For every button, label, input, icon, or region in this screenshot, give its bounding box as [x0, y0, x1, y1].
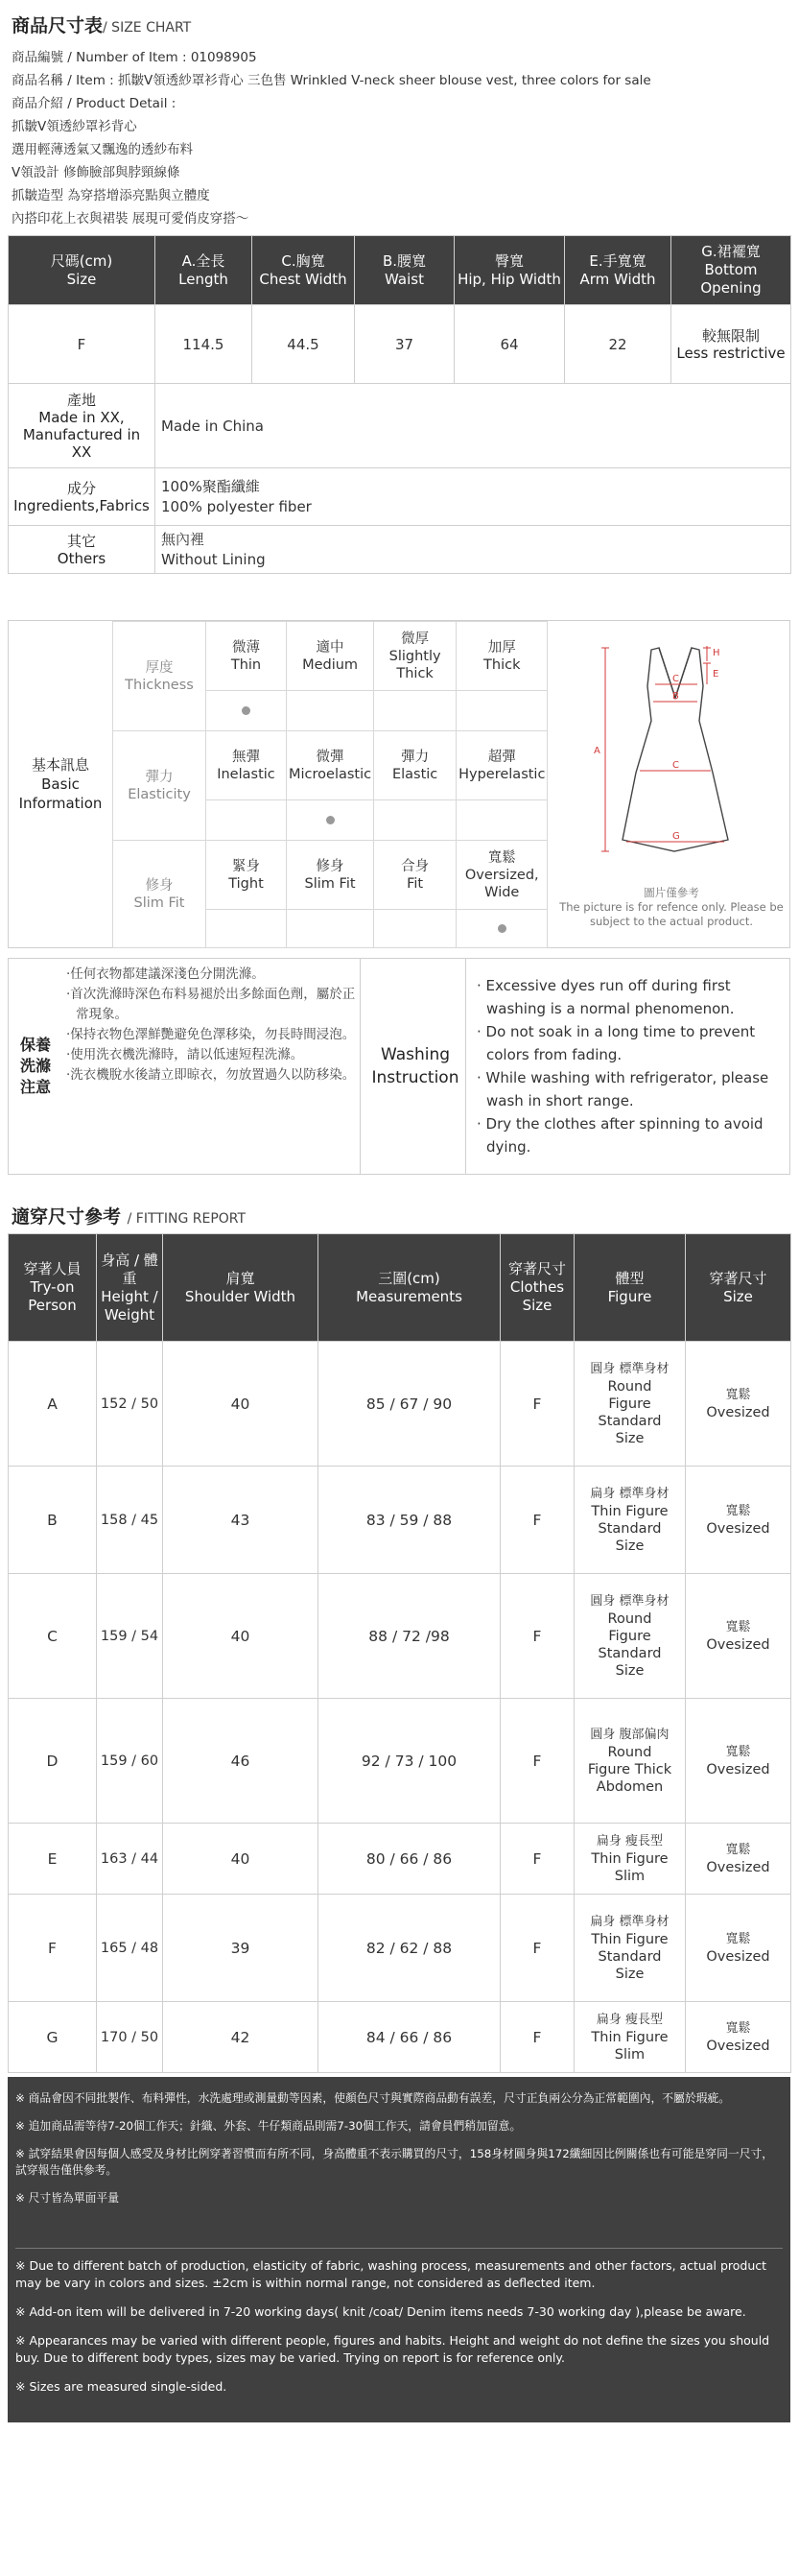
cell-measurements: 83 / 59 / 88 [318, 1467, 501, 1574]
figure-zh: 扁身 瘦長型 [596, 1833, 664, 1849]
fit-en: Ovesized [706, 1636, 770, 1653]
washing-item: ·首次洗滌時深色布料易褪於出多餘面色劑，屬於正常現象。 [66, 987, 356, 1022]
elasticity-option: 彈力 Elastic [374, 731, 457, 800]
figure-zh: 圓身 標準身材 [590, 1593, 670, 1609]
cell-figure [575, 1467, 686, 1574]
washing-item: · Dry the clothes after spinning to avoid dying. [477, 1115, 764, 1156]
cell-fit [686, 2002, 791, 2073]
figure-zh: 圓身 標準身材 [590, 1361, 670, 1376]
fit-option: 緊身 Tight [206, 841, 287, 910]
fit-indicator [457, 910, 548, 948]
basic-info-title: 基本訊息 Basic Information [9, 621, 113, 947]
cell-fit [686, 1699, 791, 1824]
cell-figure [575, 2002, 686, 2073]
fitting-row [9, 1699, 791, 1824]
selected-dot [498, 924, 506, 933]
diagram-label: B [672, 691, 679, 702]
cell-figure [575, 1574, 686, 1699]
fitting-row [9, 1895, 791, 2002]
thickness-indicator [206, 691, 287, 731]
cell-measurements: 88 / 72 /98 [318, 1574, 501, 1699]
elasticity-label: 彈力 Elasticity [113, 731, 206, 841]
header-waist: B.腰寬 Waist [355, 236, 455, 305]
note-item: ※ Sizes are measured single-sided. [15, 2379, 227, 2394]
header-size: 穿著尺寸 Size [686, 1234, 791, 1342]
cell-fit [686, 1895, 791, 2002]
washing-item: ·保持衣物色澤鮮艷避免色澤移染，勿長時間浸泡。 [66, 1027, 356, 1042]
header-clothes-size: 穿著尺寸 Clothes Size [501, 1234, 575, 1342]
figure-zh: 圓身 腹部偏肉 [590, 1727, 670, 1742]
diagram-label: C [672, 674, 679, 684]
cell-height-weight: 163 / 44 [97, 1824, 163, 1895]
notes-zh [15, 2090, 783, 2218]
header-hip: 臀寬 Hip, Hip Width [455, 236, 565, 305]
cell-shoulder: 42 [163, 2002, 318, 2073]
fit-zh: 寬鬆 [725, 1744, 751, 1759]
cell-height-weight: 159 / 54 [97, 1574, 163, 1699]
note-item: ※ Due to different batch of production, elasticity of fabric, washing process, measurements and other factors, actual product may be vary in colors and sizes. ±2cm is within normal range, not considered as deflected item. [15, 2258, 767, 2290]
diagram-label: H [713, 648, 720, 658]
fit-indicator [374, 910, 457, 948]
note-item: ※ 尺寸皆為單面平量 [15, 2191, 120, 2205]
cell-person: G [9, 2002, 97, 2073]
diagram-label: A [594, 746, 600, 756]
others-value: 無內裡 Without Lining [155, 526, 791, 574]
washing-list-zh [66, 965, 356, 1085]
washing-title-en: Washing Instruction [371, 1045, 459, 1087]
info-line: 商品介紹 / Product Detail : [12, 96, 176, 111]
fit-en: Ovesized [706, 1761, 770, 1777]
fit-zh: 寬鬆 [725, 1387, 751, 1402]
figure-zh: 扁身 瘦長型 [596, 2012, 664, 2027]
note-item: ※ Appearances may be varied with different people, figures and habits. Height and weight do not define the sizes you should buy. Due to different body types, sizes may be varied. Trying on report is for reference only. [15, 2333, 770, 2365]
thickness-indicator [457, 691, 548, 731]
origin-value: Made in China [155, 384, 791, 468]
cell-waist: 37 [355, 305, 455, 384]
size-table [8, 235, 791, 574]
fitting-row [9, 1824, 791, 1895]
header-chest: C.胸寬 Chest Width [252, 236, 355, 305]
cell-chest: 44.5 [252, 305, 355, 384]
cell-person: F [9, 1895, 97, 2002]
selected-dot [326, 816, 335, 824]
size-row [9, 305, 791, 384]
notes-en [15, 2257, 783, 2407]
diagram-note: 圖片僅參考 The picture is for refence only. Please be subject to the actual product. [559, 886, 784, 928]
cell-fit [686, 1467, 791, 1574]
info-line: 商品名稱 / Item : 抓皺V領透紗罩衫背心 三色售 Wrinkled V-neck sheer blouse vest, three colors for sale [12, 73, 651, 88]
title-en: / SIZE CHART [103, 20, 192, 36]
fitting-report-title: 適穿尺寸參考 / FITTING REPORT [12, 1206, 247, 1228]
cell-clothes-size: F [501, 2002, 575, 2073]
cell-fit [686, 1574, 791, 1699]
fitting-table [8, 1233, 791, 2073]
washing-item: ·任何衣物都建議深淺色分開洗滌。 [66, 966, 265, 982]
cell-clothes-size: F [501, 1342, 575, 1467]
figure-zh: 扁身 標準身材 [590, 1486, 670, 1501]
thickness-indicator [287, 691, 374, 731]
title-zh: 商品尺寸表 [12, 15, 104, 36]
cell-height-weight: 158 / 45 [97, 1467, 163, 1574]
info-line: 抓皺V領透紗罩衫背心 [12, 119, 137, 134]
cell-clothes-size: F [501, 1467, 575, 1574]
fitting-row [9, 1342, 791, 1467]
cell-clothes-size: F [501, 1574, 575, 1699]
product-info [12, 46, 788, 230]
thickness-option: 適中 Medium [287, 622, 374, 691]
cell-clothes-size: F [501, 1699, 575, 1824]
fit-en: Ovesized [706, 2038, 770, 2054]
fit-indicator [287, 910, 374, 948]
cell-fit [686, 1342, 791, 1467]
notes-divider [15, 2248, 783, 2249]
elasticity-indicator [457, 800, 548, 841]
cell-measurements: 85 / 67 / 90 [318, 1342, 501, 1467]
dress-outline-icon [559, 629, 784, 880]
cell-height-weight: 152 / 50 [97, 1342, 163, 1467]
diagram-label: C [672, 760, 679, 771]
fit-zh: 寬鬆 [725, 1503, 751, 1518]
info-line: 內搭印花上衣與裙裝 展現可愛俏皮穿搭～ [12, 211, 249, 227]
washing-item: ·洗衣機脫水後請立即晾衣，勿放置過久以防移染。 [66, 1067, 356, 1083]
header-length: A.全長 Length [155, 236, 252, 305]
info-line: 選用輕薄透氣又飄逸的透紗布料 [12, 142, 193, 157]
washing-item: · Excessive dyes run off during first washing is a normal phenomenon. [477, 977, 735, 1017]
cell-person: A [9, 1342, 97, 1467]
washing-section [8, 958, 790, 1175]
header-person: 穿著人員 Try-on Person [9, 1234, 97, 1342]
cell-length: 114.5 [155, 305, 252, 384]
origin-label: 產地 Made in XX, Manufactured in XX [9, 384, 155, 468]
size-chart-title [12, 12, 191, 37]
figure-en: Thin Figure Standard Size [591, 1931, 669, 1982]
note-item: ※ 商品會因不同批製作、布料彈性，水洗處理或測量動等因素，使顏色尺寸與實際商品動有誤差，尺寸正負兩公分為正常範圍內，不屬於瑕疵。 [15, 2091, 731, 2105]
cell-fit [686, 1824, 791, 1895]
cell-shoulder: 46 [163, 1699, 318, 1824]
cell-shoulder: 43 [163, 1467, 318, 1574]
washing-item: · Do not soak in a long time to prevent colors from fading. [477, 1023, 756, 1063]
cell-measurements: 92 / 73 / 100 [318, 1699, 501, 1824]
cell-shoulder: 40 [163, 1574, 318, 1699]
header-bottom: G.裙襬寬 Bottom Opening [671, 236, 791, 305]
fitting-row [9, 2002, 791, 2073]
diagram-label: G [672, 831, 680, 842]
figure-en: Thin Figure Slim [591, 1850, 669, 1884]
figure-en: Thin Figure Slim [591, 2029, 669, 2063]
cell-height-weight: 170 / 50 [97, 2002, 163, 2073]
elasticity-indicator [287, 800, 374, 841]
cell-height-weight: 159 / 60 [97, 1699, 163, 1824]
divider [465, 959, 466, 1174]
selected-dot [242, 706, 250, 715]
cell-clothes-size: F [501, 1895, 575, 2002]
header-shoulder: 肩寬 Shoulder Width [163, 1234, 318, 1342]
fit-option: 修身 Slim Fit [287, 841, 374, 910]
cell-bottom: 較無限制 Less restrictive [671, 305, 791, 384]
others-row [9, 526, 791, 574]
fit-option: 合身 Fit [374, 841, 457, 910]
elasticity-indicator [206, 800, 287, 841]
info-line: 抓皺造型 為穿搭增添亮點與立體度 [12, 188, 210, 203]
washing-item: · While washing with refrigerator, please wash in short range. [477, 1069, 769, 1109]
figure-en: Round Figure Standard Size [598, 1610, 662, 1679]
cell-shoulder: 40 [163, 1824, 318, 1895]
figure-en: Round Figure Thick Abdomen [587, 1744, 672, 1795]
fit-zh: 寬鬆 [725, 1931, 751, 1946]
header-arm: E.手寬寬 Arm Width [565, 236, 671, 305]
fit-en: Ovesized [706, 1404, 770, 1420]
washing-list-en [473, 974, 786, 1158]
cell-person: C [9, 1574, 97, 1699]
cell-figure [575, 1895, 686, 2002]
elasticity-indicator [374, 800, 457, 841]
header-measurements: 三圍(cm) Measurements [318, 1234, 501, 1342]
figure-en: Round Figure Standard Size [598, 1378, 662, 1446]
elasticity-option: 超彈 Hyperelastic [457, 731, 548, 800]
fitting-row [9, 1467, 791, 1574]
cell-arm: 22 [565, 305, 671, 384]
elasticity-option: 無彈 Inelastic [206, 731, 287, 800]
basic-info-section [8, 620, 790, 948]
thickness-indicator [374, 691, 457, 731]
fit-indicator [206, 910, 287, 948]
cell-measurements: 80 / 66 / 86 [318, 1824, 501, 1895]
washing-item: ·使用洗衣機洗滌時，請以低速短程洗滌。 [66, 1047, 304, 1062]
fitting-row [9, 1574, 791, 1699]
ingredients-row [9, 468, 791, 526]
divider [360, 959, 361, 1174]
cell-measurements: 82 / 62 / 88 [318, 1895, 501, 2002]
figure-zh: 扁身 標準身材 [590, 1914, 670, 1929]
origin-row [9, 384, 791, 468]
note-item: ※ Add-on item will be delivered in 7-20 working days( knit /coat/ Denim items needs 7-30 working day ),please be aware. [15, 2304, 746, 2319]
info-line: V領設計 修飾臉部與脖頸線條 [12, 165, 180, 180]
header-figure: 體型 Figure [575, 1234, 686, 1342]
attribute-grid [112, 621, 548, 948]
cell-size: F [9, 305, 155, 384]
fit-zh: 寬鬆 [725, 1842, 751, 1857]
cell-figure [575, 1699, 686, 1824]
cell-measurements: 84 / 66 / 86 [318, 2002, 501, 2073]
cell-height-weight: 165 / 48 [97, 1895, 163, 2002]
note-item: ※ 追加商品需等待7-20個工作天；針織、外套、牛仔類商品則需7-30個工作天，請會員們稍加留意。 [15, 2119, 522, 2133]
elasticity-option: 微彈 Microelastic [287, 731, 374, 800]
note-item: ※ 試穿結果會因每個人感受及身材比例穿著習慣而有所不同，身高體重不表示購買的尺寸，158身材圓身與172纖細因比例關係也有可能是穿同一尺寸，試穿報告僅供參考。 [15, 2147, 774, 2177]
fit-en: Ovesized [706, 1948, 770, 1965]
thickness-option: 加厚 Thick [457, 622, 548, 691]
cell-shoulder: 39 [163, 1895, 318, 2002]
thickness-option: 微薄 Thin [206, 622, 287, 691]
washing-title-zh: 保養洗滌注意 [19, 1036, 51, 1096]
header-height-weight: 身高 / 體重 Height / Weight [97, 1234, 163, 1342]
fit-zh: 寬鬆 [725, 1619, 751, 1634]
fit-en: Ovesized [706, 1859, 770, 1875]
cell-shoulder: 40 [163, 1342, 318, 1467]
cell-figure [575, 1342, 686, 1467]
cell-figure [575, 1824, 686, 1895]
fit-en: Ovesized [706, 1520, 770, 1537]
cell-hip: 64 [455, 305, 565, 384]
diagram-label: E [713, 669, 719, 680]
ingredients-label: 成分 Ingredients,Fabrics [9, 468, 155, 526]
cell-person: E [9, 1824, 97, 1895]
others-label: 其它 Others [9, 526, 155, 574]
notes-panel [8, 2077, 790, 2422]
cell-person: D [9, 1699, 97, 1824]
figure-en: Thin Figure Standard Size [591, 1503, 669, 1554]
header-size: 尺碼(cm) Size [9, 236, 155, 305]
ingredients-value: 100%聚酯纖維 100% polyester fiber [155, 468, 791, 526]
info-line: 商品編號 / Number of Item : 01098905 [12, 50, 257, 65]
thickness-label: 厚度 Thickness [113, 622, 206, 731]
cell-person: B [9, 1467, 97, 1574]
fit-zh: 寬鬆 [725, 2020, 751, 2036]
thickness-option: 微厚 Slightly Thick [374, 622, 457, 691]
fit-label: 修身 Slim Fit [113, 841, 206, 948]
cell-clothes-size: F [501, 1824, 575, 1895]
fit-option: 寬鬆 Oversized, Wide [457, 841, 548, 910]
garment-diagram [559, 629, 784, 942]
